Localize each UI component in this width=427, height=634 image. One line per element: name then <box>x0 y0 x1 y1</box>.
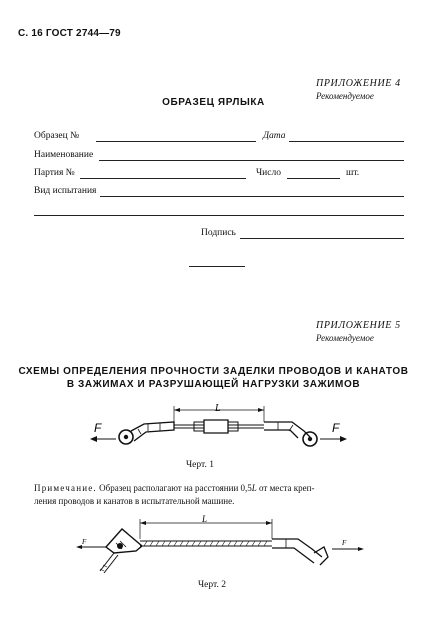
figure-1-diagram <box>88 400 350 464</box>
label-form-title: ОБРАЗЕЦ ЯРЛЫКА <box>162 97 265 108</box>
separator-line <box>189 266 245 267</box>
batch-no-label: Партия № <box>34 168 75 178</box>
appendix-4-status: Рекомендуемое <box>316 91 374 101</box>
figure-1-l-label: L <box>215 403 221 414</box>
name-line <box>99 160 404 161</box>
force-arrowhead-left <box>90 436 97 442</box>
force-arrowhead-right <box>358 547 364 551</box>
left-clamp-body <box>131 422 174 441</box>
signature-label: Подпись <box>201 228 236 238</box>
figure-2-caption: Черт. 2 <box>198 580 226 590</box>
name-label: Наименование <box>34 150 94 160</box>
extra-line <box>34 215 404 216</box>
page-header: С. 16 ГОСТ 2744—79 <box>18 28 121 39</box>
count-label: Число <box>256 168 281 178</box>
figure-2-force-right: F <box>342 539 347 547</box>
date-label: Дата <box>263 131 286 141</box>
note-l-symbol: L <box>251 483 257 493</box>
count-line <box>287 178 340 179</box>
figure-1-force-left: F <box>94 421 102 435</box>
schemes-title-line2: В ЗАЖИМАХ И РАЗРУШАЮЩЕЙ НАГРУЗКИ ЗАЖИМОВ <box>66 379 361 390</box>
date-line <box>289 141 404 142</box>
schemes-title-line1: СХЕМЫ ОПРЕДЕЛЕНИЯ ПРОЧНОСТИ ЗАДЕЛКИ ПРОВОДОВ И КАНАТОВ <box>18 366 409 377</box>
figure-2-diagram <box>76 513 368 579</box>
connector-sleeve <box>204 420 228 433</box>
figure-1-caption: Черт. 1 <box>186 460 214 470</box>
pcs-label: шт. <box>346 168 360 178</box>
figure-1-force-right: F <box>332 421 340 435</box>
figure-2-force-left: F <box>82 538 87 546</box>
force-arrowhead-right <box>340 436 347 442</box>
figure-2-l-label: L <box>202 514 208 524</box>
batch-no-line <box>80 178 246 179</box>
left-clamp-wedge <box>106 529 142 553</box>
test-type-line <box>100 196 404 197</box>
note-line-2: ления проводов и канатов в испытательной машине. <box>34 496 235 506</box>
sample-no-line <box>96 141 256 142</box>
right-clamp-body <box>272 539 322 563</box>
sample-no-label: Образец № <box>34 131 80 141</box>
note-paragraph <box>34 482 404 508</box>
note-text-1: Образец располагают на расстоянии 0,5 <box>96 483 252 493</box>
signature-line <box>240 238 404 239</box>
note-text-2: от места креп- <box>256 483 315 493</box>
wire-hatching <box>144 541 267 546</box>
test-type-label: Вид испытания <box>34 186 97 196</box>
appendix-5-label: ПРИЛОЖЕНИЕ 5 <box>316 320 401 331</box>
appendix-4-label: ПРИЛОЖЕНИЕ 4 <box>316 78 401 89</box>
appendix-5-status: Рекомендуемое <box>316 333 374 343</box>
left-tail <box>100 553 118 573</box>
note-lead: Примечание. <box>34 483 97 493</box>
